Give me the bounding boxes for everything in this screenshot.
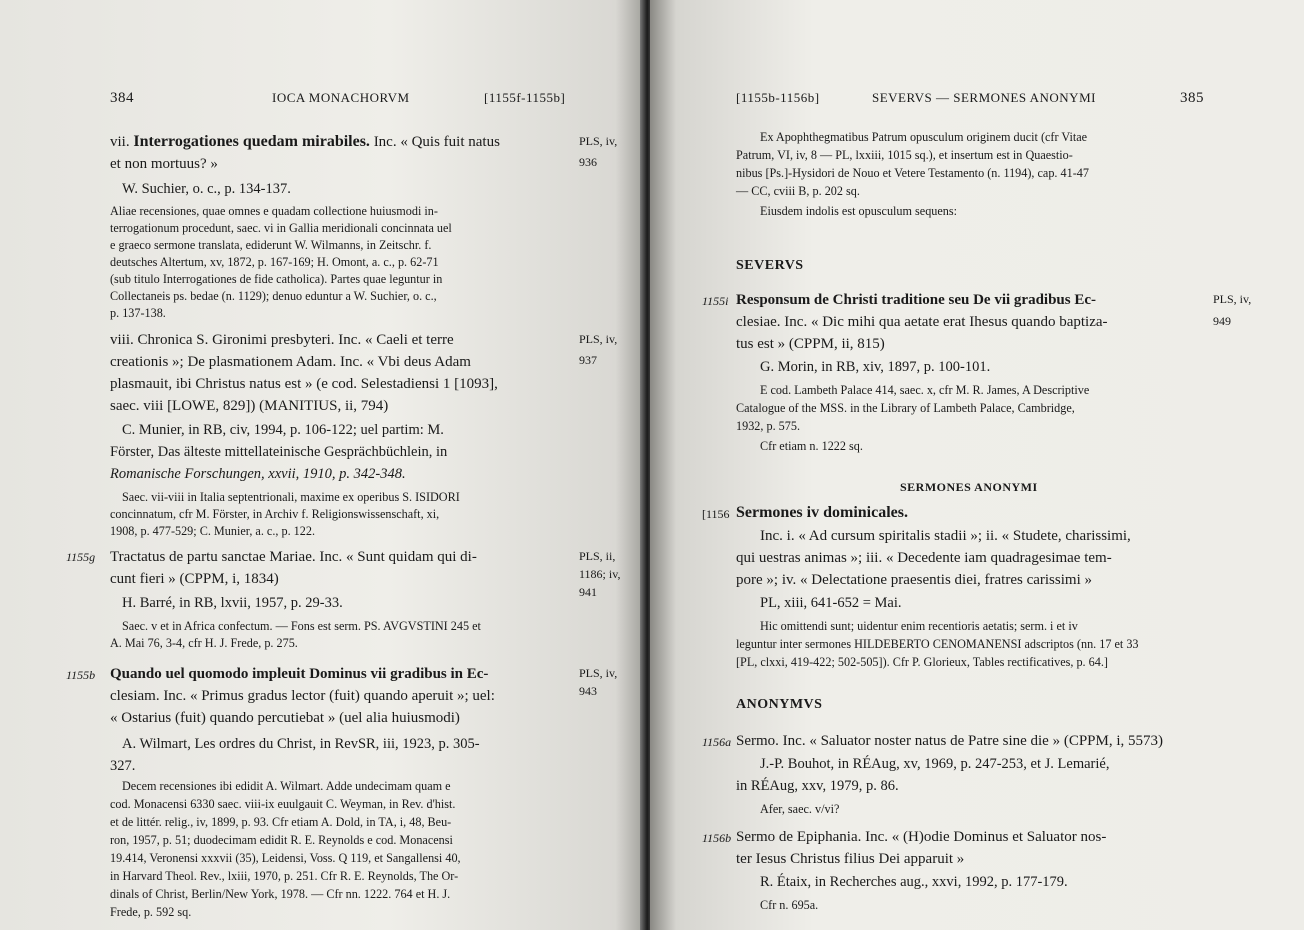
pls-ref: PLS, iv, <box>579 666 618 680</box>
pls-ref: 1186; iv, <box>579 567 621 581</box>
entry-1156b-line: Sermo de Epiphania. Inc. « (H)odie Dominus et Saluator nos- <box>736 829 1107 845</box>
entry-1156-line: pore »; iv. « Delectatione praesentis diei, fratres carissimi » <box>736 572 1092 588</box>
entry-viii-line: creationis »; De plasmationem Adam. Inc. « Vbi deus Adam <box>110 354 471 370</box>
note-line: Afer, saec. v/vi? <box>760 802 840 816</box>
bibliography-ref: A. Wilmart, Les ordres du Christ, in RevSR, iii, 1923, p. 305- <box>122 736 480 752</box>
entry-1156-line: qui uestras animas »; iii. « Decedente iam quadragesimae tem- <box>736 550 1112 566</box>
note-line: cod. Monacensi 6330 saec. viii-ix euulgauit C. Weyman, in Rev. d'hist. <box>110 797 456 811</box>
note-line: et de littér. relig., iv, 1899, p. 93. Cfr etiam A. Dold, in TA, i, 48, Beu- <box>110 815 452 829</box>
note-line: Frede, p. 592 sq. <box>110 905 192 919</box>
entry-number: 1156b <box>702 831 732 845</box>
entry-1155i-line: clesiae. Inc. « Dic mihi qua aetate erat Ihesus quando baptiza- <box>736 314 1108 330</box>
bibliography-ref: G. Morin, in RB, xiv, 1897, p. 100-101. <box>760 359 991 375</box>
note-line: (sub titulo Interrogationes de fide catholica). Partes quae leguntur in <box>110 272 443 286</box>
bibliography-ref: J.-P. Bouhot, in RÉAug, xv, 1969, p. 247-253, et J. Lemarié, <box>760 756 1110 772</box>
page-range: [1155f-1155b] <box>484 90 566 105</box>
pls-ref: PLS, iv, <box>1213 292 1252 306</box>
entry-viii-line: viii. Chronica S. Gironimi presbyteri. Inc. « Caeli et terre <box>110 332 454 348</box>
entry-number: 1155i <box>702 294 729 308</box>
entry-viii-line: saec. viii [LOWE, 829]) (MANITIUS, ii, 794) <box>110 398 389 414</box>
entry-title: Sermones iv dominicales. <box>736 504 908 521</box>
page-range: [1155b-1156b] <box>736 90 820 105</box>
bibliography-ref: Romanische Forschungen, xxvii, 1910, p. 342-348. <box>110 466 406 482</box>
intro-line: nibus [Ps.]-Hysidori de Nouo et Vetere Testamento (n. 1194), cap. 41-47 <box>736 166 1089 180</box>
note-line: concinnatum, cfr M. Förster, in Archiv f. Religionswissenschaft, xi, <box>110 507 440 521</box>
note-line: leguntur inter sermones HILDEBERTO CENOMANENSI adscriptos (nn. 17 et 33 <box>736 637 1139 651</box>
entry-number: 1156a <box>702 735 732 749</box>
intro-line: Ex Apophthegmatibus Patrum opusculum originem ducit (cfr Vitae <box>760 130 1088 144</box>
note-line: dinals of Christ, Berlin/New York, 1978. — Cfr nn. 1222. 764 et H. J. <box>110 887 451 901</box>
entry-vii-line-1: vii. Interrogationes quedam mirabiles. Inc. « Quis fuit natus <box>110 133 500 150</box>
note-line: p. 137-138. <box>110 306 166 320</box>
note-line: E cod. Lambeth Palace 414, saec. x, cfr M. R. James, A Descriptive <box>760 383 1090 397</box>
left-page <box>0 0 648 930</box>
pls-ref: PLS, ii, <box>579 549 616 563</box>
entry-1155b-line: Quando uel quomodo impleuit Dominus vii gradibus in Ec- <box>110 666 489 682</box>
running-head: IOCA MONACHORVM <box>272 90 410 105</box>
pls-ref: PLS, iv, <box>579 134 618 148</box>
page-number: 384 <box>110 90 134 106</box>
note-line: 1932, p. 575. <box>736 419 800 433</box>
bibliography-ref: H. Barré, in RB, lxvii, 1957, p. 29-33. <box>122 595 343 611</box>
note-line: in Harvard Theol. Rev., lxiii, 1970, p. 251. Cfr R. E. Reynolds, The Or- <box>110 869 459 883</box>
entry-1155g-line: cunt fieri » (CPPM, i, 1834) <box>110 571 279 587</box>
note-line: Hic omittendi sunt; uidentur enim recentioris aetatis; serm. i et iv <box>760 619 1078 633</box>
note-line: [PL, clxxi, 419-422; 502-505]). Cfr P. Glorieux, Tables rectificatives, p. 64.] <box>736 655 1108 669</box>
intro-line: Eiusdem indolis est opusculum sequens: <box>760 204 958 218</box>
pls-ref: 936 <box>579 155 597 169</box>
right-page <box>650 0 1304 930</box>
pls-ref: 943 <box>579 684 597 698</box>
note-line: Cfr etiam n. 1222 sq. <box>760 439 863 453</box>
entry-1155i-line: Responsum de Christi traditione seu De vii gradibus Ec- <box>736 292 1097 308</box>
note-line: ron, 1957, p. 51; duodecimam edidit R. E. Reynolds e cod. Monacensi <box>110 833 453 847</box>
pls-ref: 937 <box>579 353 597 367</box>
pls-ref: 941 <box>579 585 597 599</box>
entry-1156b-line: ter Iesus Christus filius Dei apparuit » <box>736 851 965 867</box>
entry-number: 1155b <box>66 668 96 682</box>
page-number: 385 <box>1180 90 1204 106</box>
entry-vii-line-2: et non mortuus? » <box>110 156 218 172</box>
note-line: terrogationum procedunt, saec. vi in Gallia meridionali concinnata uel <box>110 221 452 235</box>
section-heading: SEVERVS <box>736 258 804 273</box>
intro-line: — CC, cviii B, p. 202 sq. <box>736 184 860 198</box>
note-line: 19.414, Veronensi xxxvii (35), Leidensi, Voss. Q 119, et Sangallensi 40, <box>110 851 461 865</box>
note-line: Saec. v et in Africa confectum. — Fons est serm. PS. AVGVSTINI 245 et <box>122 619 481 633</box>
note-line: Collectaneis ps. bedae (n. 1129); denuo eduntur a W. Suchier, o. c., <box>110 289 437 303</box>
pls-ref: PLS, iv, <box>579 332 618 346</box>
note-line: A. Mai 76, 3-4, cfr H. J. Frede, p. 275. <box>110 636 298 650</box>
pls-ref: 949 <box>1213 314 1231 328</box>
entry-1155b-line: « Ostarius (fuit) quando percutiebat » (uel alia huiusmodi) <box>110 710 460 726</box>
note-line: deutsches Altertum, xv, 1872, p. 167-169; H. Omont, a. c., p. 62-71 <box>110 255 439 269</box>
entry-1155b-line: clesiam. Inc. « Primus gradus lector (fuit) quando aperuit »; uel: <box>110 688 495 704</box>
note-line: Saec. vii-viii in Italia septentrionali, maxime ex operibus S. ISIDORI <box>122 490 460 504</box>
entry-number: [1156 <box>702 507 730 521</box>
entry-1155i-line: tus est » (CPPM, ii, 815) <box>736 336 885 352</box>
note-line: 1908, p. 477-529; C. Munier, a. c., p. 122. <box>110 524 315 538</box>
entry-viii-line: plasmauit, ibi Christus natus est » (e cod. Selestadiensi 1 [1093], <box>110 376 498 392</box>
bibliography-ref: Förster, Das älteste mittellateinische Gesprächbüchlein, in <box>110 444 448 460</box>
bibliography-ref: in RÉAug, xxv, 1979, p. 86. <box>736 778 899 794</box>
entry-1155g-line: Tractatus de partu sanctae Mariae. Inc. « Sunt quidam qui di- <box>110 549 477 565</box>
intro-line: Patrum, VI, iv, 8 — PL, lxxiii, 1015 sq.), et insertum est in Quaestio- <box>736 148 1073 162</box>
note-line: Decem recensiones ibi edidit A. Wilmart. Adde undecimam quam e <box>122 779 451 793</box>
entry-1156a-line: Sermo. Inc. « Saluator noster natus de Patre sine die » (CPPM, i, 5573) <box>736 733 1164 749</box>
bibliography-ref: C. Munier, in RB, civ, 1994, p. 106-122; uel partim: M. <box>122 422 444 438</box>
entry-1156-line: Inc. i. « Ad cursum spiritalis stadii »; ii. « Studete, charissimi, <box>760 528 1131 544</box>
note-line: e graeco sermone translata, ediderunt W. Wilmanns, in Zeitschr. f. <box>110 238 432 252</box>
bibliography-ref: W. Suchier, o. c., p. 134-137. <box>122 181 291 197</box>
running-head: SEVERVS — SERMONES ANONYMI <box>872 90 1096 105</box>
note-line: Catalogue of the MSS. in the Library of Lambeth Palace, Cambridge, <box>736 401 1075 415</box>
note-line: Cfr n. 695a. <box>760 898 819 912</box>
bibliography-ref: R. Étaix, in Recherches aug., xxvi, 1992, p. 177-179. <box>760 874 1068 890</box>
bibliography-ref: PL, xiii, 641-652 = Mai. <box>760 595 902 611</box>
entry-number: 1155g <box>66 550 96 564</box>
bibliography-ref: 327. <box>110 758 136 774</box>
section-heading: SERMONES ANONYMI <box>900 480 1038 494</box>
note-line: Aliae recensiones, quae omnes e quadam collectione huiusmodi in- <box>110 204 438 218</box>
section-heading: ANONYMVS <box>736 697 823 712</box>
